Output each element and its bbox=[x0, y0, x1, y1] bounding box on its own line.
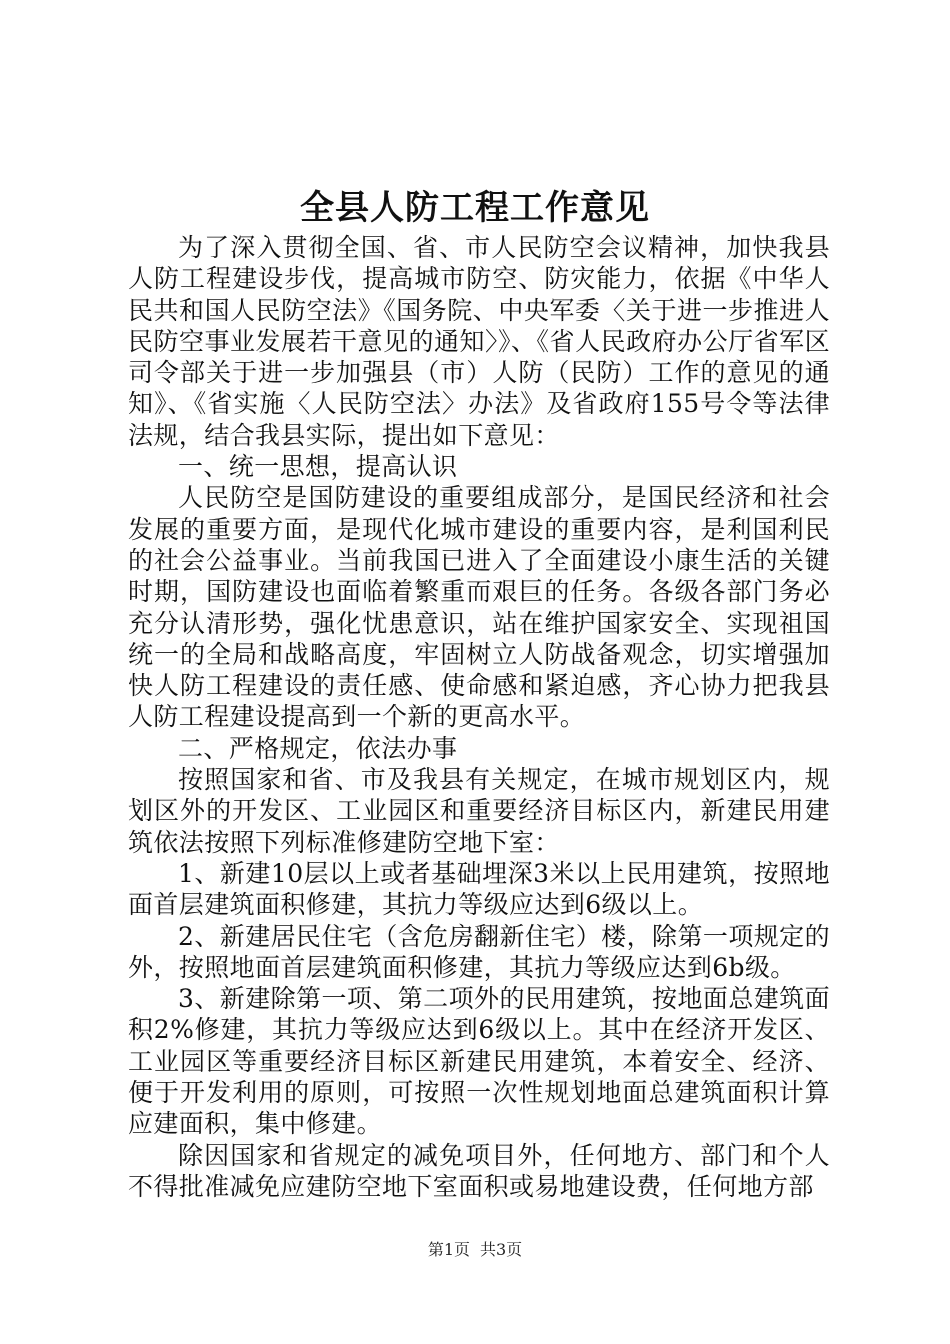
list-item-2: 2、新建居民住宅（含危房翻新住宅）楼，除第一项规定的外，按照地面首层建筑面积修建，其抗力等级应达到6b级。 bbox=[128, 921, 830, 982]
page-number: 第1页 bbox=[427, 1240, 470, 1259]
paragraph-section-1: 人民防空是国防建设的重要组成部分，是国民经济和社会发展的重要方面，是现代化城市建设的重要内容，是利国利民的社会公益事业。当前我国已进入了全面建设小康生活的关键时期，国防建设也面临着繁重而艰巨的任务。各级各部门务必充分认清形势，强化忧患意识，站在维护国家安全、实现祖国统一的全局和战略高度，牢固树立人防战备观念，切实增强加快人防工程建设的责任感、使命感和紧迫感，齐心协力把我县人防工程建设提高到一个新的更高水平。 bbox=[128, 483, 830, 732]
paragraph-exemptions: 除因国家和省规定的减免项目外，任何地方、部门和个人不得批准减免应建防空地下室面积或易地建设费，任何地方部 bbox=[128, 1140, 830, 1201]
list-item-1: 1、新建10层以上或者基础埋深3米以上民用建筑，按照地面首层建筑面积修建，其抗力等级应达到6级以上。 bbox=[128, 858, 830, 920]
section-heading-1: 一、统一思想，提高认识 bbox=[178, 452, 458, 482]
page-footer bbox=[0, 1240, 950, 1260]
document-body bbox=[128, 232, 830, 1202]
list-item-3: 3、新建除第一项、第二项外的民用建筑，按地面总建筑面积2%修建，其抗力等级应达到6级以上。其中在经济开发区、工业园区等重要经济目标区新建民用建筑，本着安全、经济、便于开发利用的原则，可按照一次性规划地面总建筑面积计算应建面积，集中修建。 bbox=[128, 984, 830, 1139]
page-total: 共3页 bbox=[480, 1240, 523, 1259]
document-title: 全县人防工程工作意见 bbox=[300, 188, 650, 228]
paragraph-intro: 为了深入贯彻全国、省、市人民防空会议精神，加快我县人防工程建设步伐，提高城市防空、防灾能力，依据《中华人民共和国人民防空法》《国务院、中央军委〈关于进一步推进人民防空事业发展若干意见的通知〉》、《省人民政府办公厅省军区司令部关于进一步加强县（市）人防（民防）工作的意见的通知》、《省实施〈人民防空法〉办法》及省政府155号令等法律法规，结合我县实际，提出如下意见： bbox=[128, 233, 830, 450]
paragraph-section-2: 按照国家和省、市及我县有关规定，在城市规划区内，规划区外的开发区、工业园区和重要经济目标区内，新建民用建筑依法按照下列标准修建防空地下室： bbox=[128, 765, 830, 857]
section-heading-2: 二、严格规定，依法办事 bbox=[178, 733, 458, 763]
